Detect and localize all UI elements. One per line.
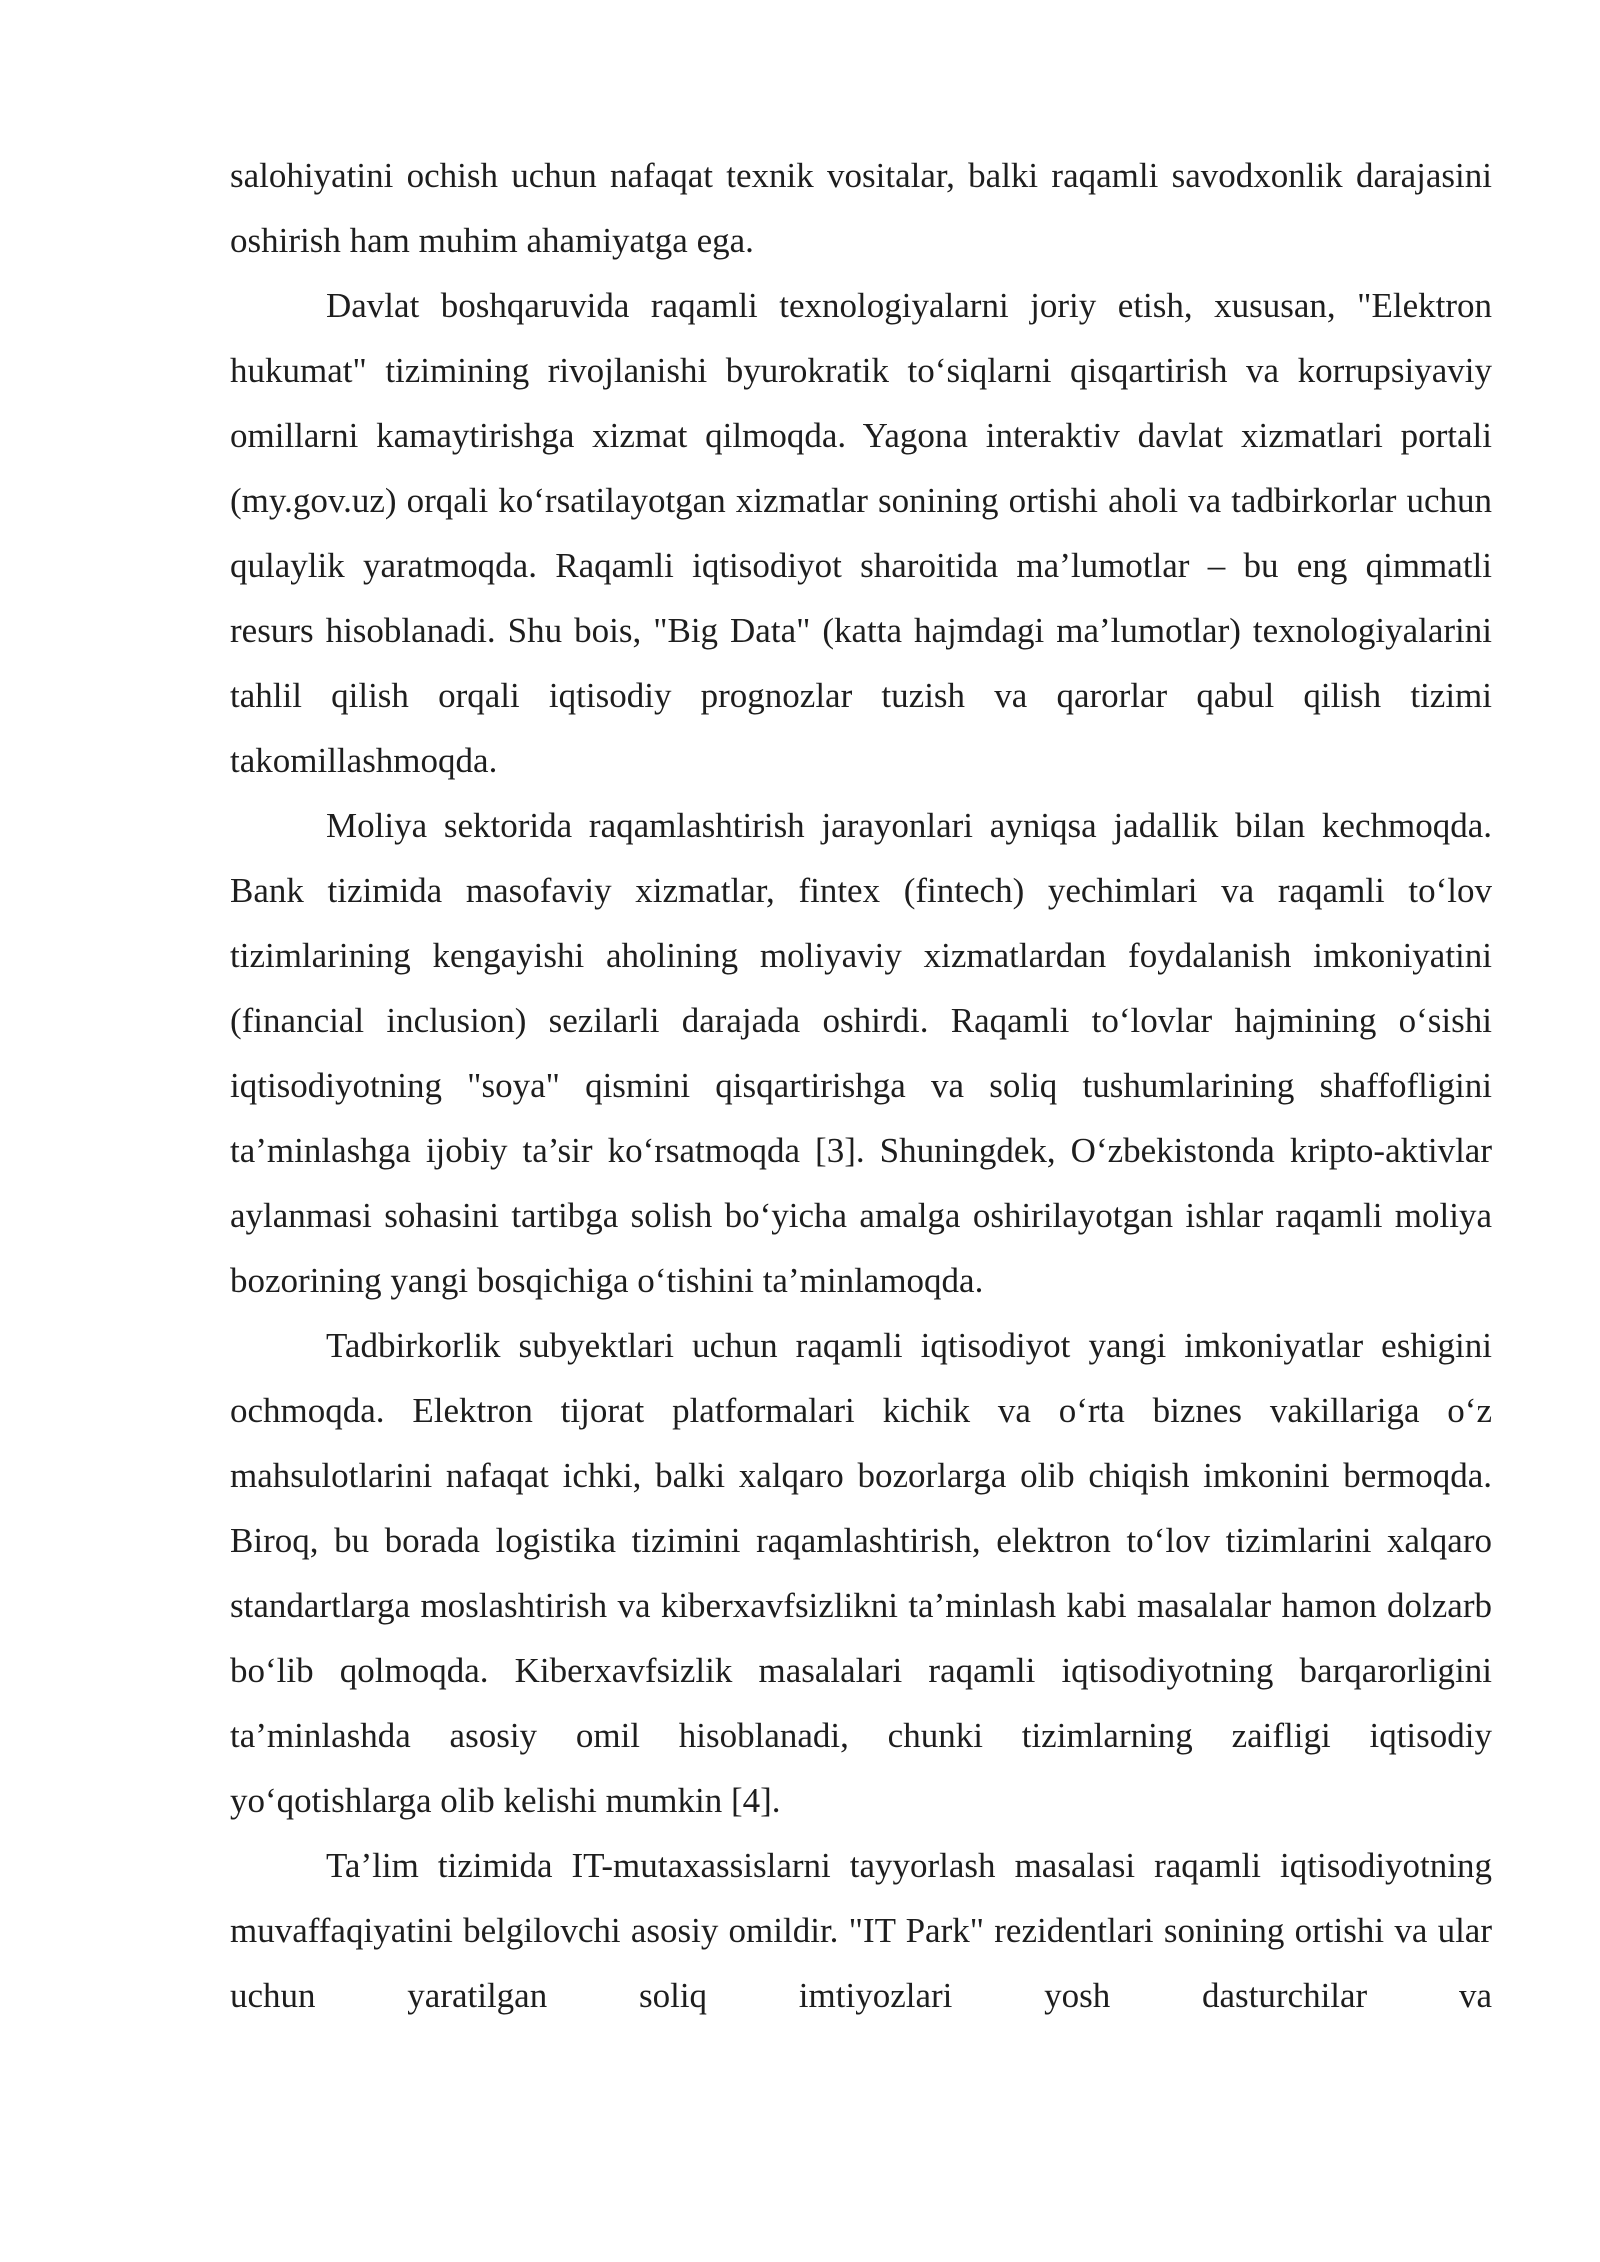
paragraph-4: Tadbirkorlik subyektlari uchun raqamli iqtisodiyot yangi imkoniyatlar eshigini ochmoqda. Elektron tijorat platformalari kichik va o‘rta biznes vakillariga o‘z mahsulotlarini nafaqat ichki, balki xalqaro bozorlarga olib chiqish imkonini bermoqda. Biroq, bu borada logistika tizimini raqamlashtirish, elektron to‘lov tizimlarini xalqaro standartlarga moslashtirish va kiberxavfsizlikni ta’minlash kabi masalalar hamon dolzarb bo‘lib qolmoqda. Kiberxavfsizlik masalalari raqamli iqtisodiyotning barqarorligini ta’minlashda asosiy omil hisoblanadi, chunki tizimlarning zaifligi iqtisodiy yo‘qotishlarga olib kelishi mumkin [4].: [230, 1326, 1492, 1820]
paragraph-5: Ta’lim tizimida IT-mutaxassislarni tayyorlash masalasi raqamli iqtisodiyotning muvaffaqiyatini belgilovchi asosiy omildir. "IT Park" rezidentlari sonining ortishi va ular uchun yaratilgan soliq imtiyozlari yosh dasturchilar va: [230, 1846, 1492, 2015]
body-text: [230, 143, 1492, 2028]
paragraph-3: Moliya sektorida raqamlashtirish jarayonlari ayniqsa jadallik bilan kechmoqda. Bank tizimida masofaviy xizmatlar, fintex (fintech) yechimlari va raqamli to‘lov tizimlarining kengayishi aholining moliyaviy xizmatlardan foydalanish imkoniyatini (financial inclusion) sezilarli darajada oshirdi. Raqamli to‘lovlar hajmining o‘sishi iqtisodiyotning "soya" qismini qisqartirishga va soliq tushumlarining shaffofligini ta’minlashga ijobiy ta’sir ko‘rsatmoqda [3]. Shuningdek, O‘zbekistonda kripto-aktivlar aylanmasi sohasini tartibga solish bo‘yicha amalga oshirilayotgan ishlar raqamli moliya bozorining yangi bosqichiga o‘tishini ta’minlamoqda.: [230, 806, 1492, 1300]
paragraph-2: Davlat boshqaruvida raqamli texnologiyalarni joriy etish, xususan, "Elektron hukumat" tizimining rivojlanishi byurokratik to‘siqlarni qisqartirish va korrupsiyaviy omillarni kamaytirishga xizmat qilmoqda. Yagona interaktiv davlat xizmatlari portali (my.gov.uz) orqali ko‘rsatilayotgan xizmatlar sonining ortishi aholi va tadbirkorlar uchun qulaylik yaratmoqda. Raqamli iqtisodiyot sharoitida ma’lumotlar – bu eng qimmatli resurs hisoblanadi. Shu bois, "Big Data" (katta hajmdagi ma’lumotlar) texnologiyalarini tahlil qilish orqali iqtisodiy prognozlar tuzish va qarorlar qabul qilish tizimi takomillashmoqda.: [230, 286, 1492, 780]
paragraph-1: salohiyatini ochish uchun nafaqat texnik vositalar, balki raqamli savodxonlik darajasini oshirish ham muhim ahamiyatga ega.: [230, 156, 1492, 260]
